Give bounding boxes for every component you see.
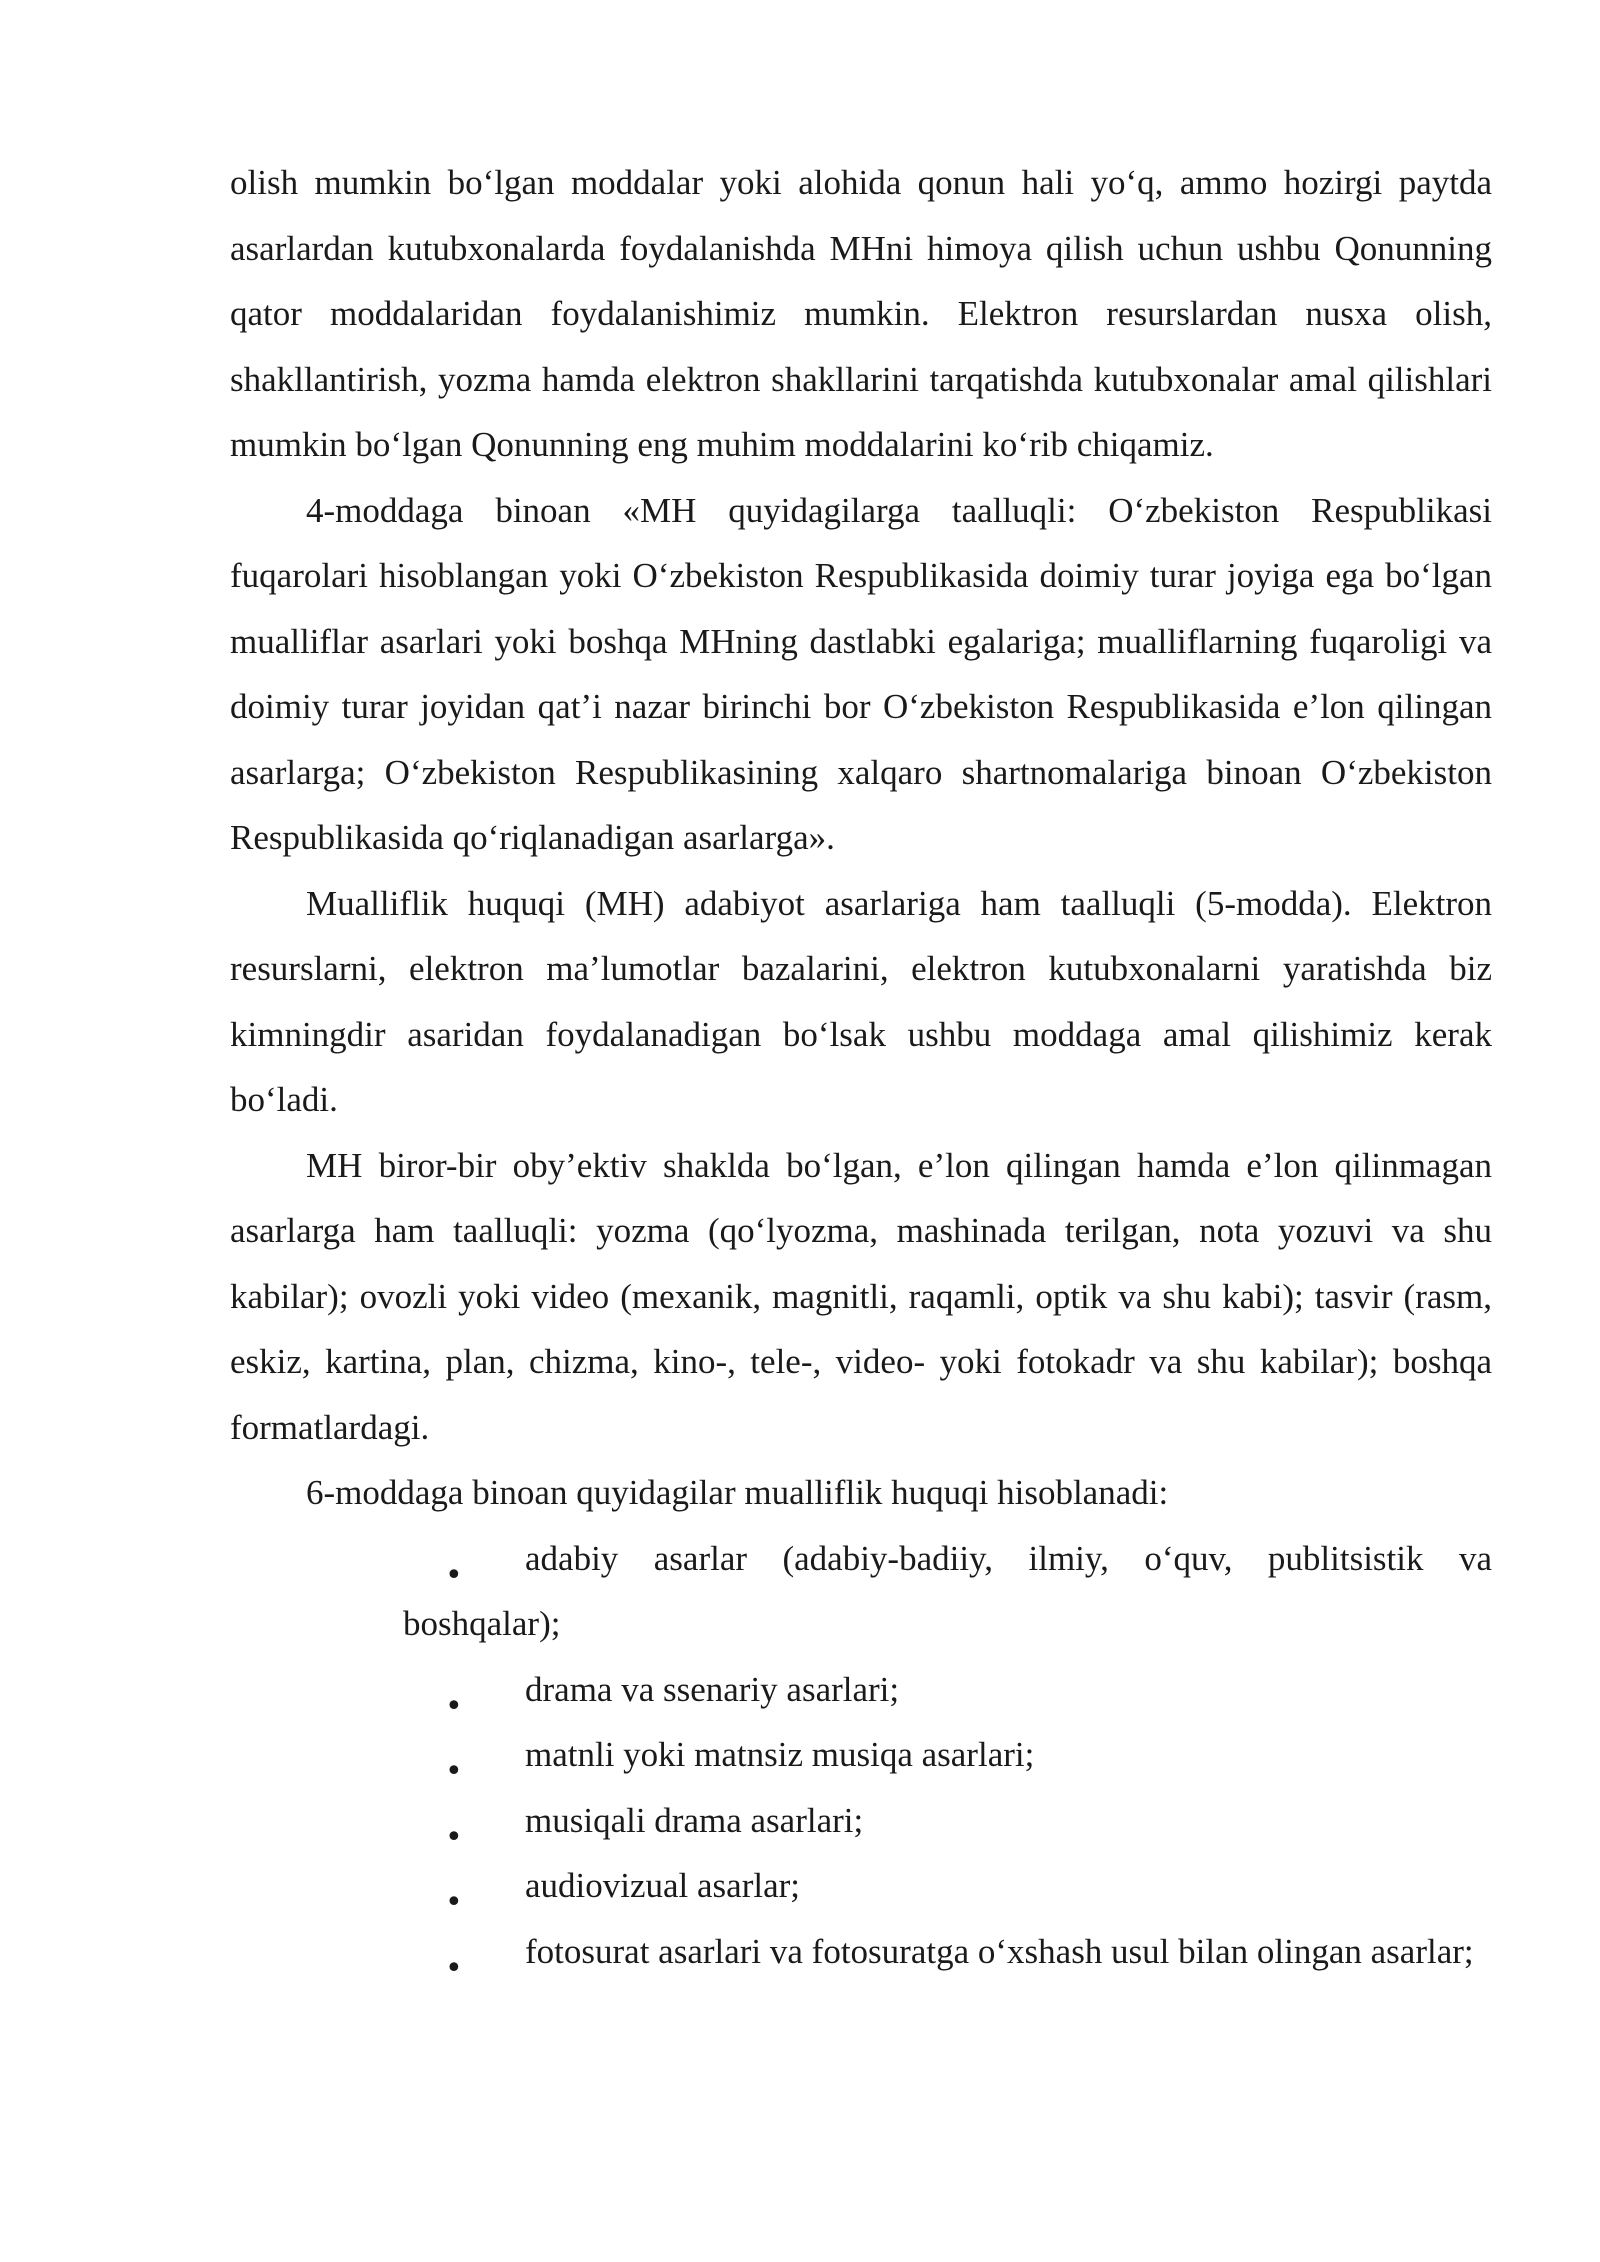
bullet-icon: • xyxy=(445,1950,463,1986)
list-item xyxy=(403,1853,1492,1919)
document-page xyxy=(230,150,1492,1984)
bullet-icon: • xyxy=(445,1754,463,1789)
list-item-text: musiqali drama asarlari; xyxy=(525,1800,864,1840)
list-item xyxy=(403,1722,1492,1788)
list-item-text: adabiy asarlar (adabiy-badiiy, ilmiy, o‘quv, publitsistik va boshqalar); xyxy=(403,1538,1492,1643)
bullet-list xyxy=(230,1526,1492,1985)
paragraph-article-6-intro: 6-moddaga binoan quyidagilar mualliflik huquqi hisoblanadi: xyxy=(306,1473,1169,1512)
list-item-text: matnli yoki matnsiz musiqa asarlari; xyxy=(525,1735,1035,1774)
bullet-icon: • xyxy=(445,1688,463,1724)
bullet-icon: • xyxy=(445,1885,463,1920)
list-item-text: audiovizual asarlar; xyxy=(525,1866,801,1905)
list-item xyxy=(403,1919,1492,1985)
paragraph-object-forms: MH biror-bir oby’ektiv shaklda bo‘lgan, e’lon qilingan hamda e’lon qilinmagan asarlarga ham taalluqli: yozma (qo‘lyozma, mashinada terilgan, nota yozuvi va shu kabilar); ovozli yoki video (mexanik, magnitli, raqamli, optik va shu kabi); tasvir (rasm, eskiz, kartina, plan, chizma, kino-, tele-, video- yoki fotokadr va shu kabilar); boshqa formatlardagi. xyxy=(230,1145,1492,1447)
paragraph-continuation: olish mumkin bo‘lgan moddalar yoki alohida qonun hali yo‘q, ammo hozirgi paytda asarlardan kutubxonalarda foydalanishda MHni himoya qilish uchun ushbu Qonunning qator moddalaridan foydalanishimiz mumkin. Elektron resurslardan nusxa olish, shakllantirish, yozma hamda elektron shakllarini tarqatishda kutubxonalar amal qilishlari mumkin bo‘lgan Qonunning eng muhim moddalarini ko‘rib chiqamiz. xyxy=(230,163,1492,464)
bullet-icon: • xyxy=(445,1557,463,1593)
paragraph-article-4: 4-moddaga binoan «MH quyidagilarga taalluqli: O‘zbekiston Respublikasi fuqarolari hisoblangan yoki O‘zbekiston Respublikasida doimiy turar joyiga ega bo‘lgan mualliflar asarlari yoki boshqa MHning dastlabki egalariga; mualliflarning fuqaroligi va doimiy turar joyidan qat’i nazar birinchi bor O‘zbekiston Respublikasida e’lon qilingan asarlarga; O‘zbekiston Respublikasining xalqaro shartnomalariga binoan O‘zbekiston Respublikasida qo‘riqlanadigan asarlarga». xyxy=(230,490,1492,857)
list-item-text: fotosurat asarlari va fotosuratga o‘xshash usul bilan olingan asarlar; xyxy=(525,1931,1474,1971)
paragraph-article-5: Mualliflik huquqi (MH) adabiyot asarlariga ham taalluqli (5-modda). Elektron resurslarni, elektron ma’lumotlar bazalarini, elektron kutubxonalarni yaratishda biz kimningdir asaridan foydalanadigan bo‘lsak ushbu moddaga amal qilishimiz kerak bo‘ladi. xyxy=(230,883,1492,1119)
list-item xyxy=(403,1526,1492,1657)
list-item xyxy=(403,1657,1492,1723)
list-item-text: drama va ssenariy asarlari; xyxy=(525,1669,900,1709)
list-item xyxy=(403,1788,1492,1854)
bullet-icon: • xyxy=(445,1819,463,1855)
